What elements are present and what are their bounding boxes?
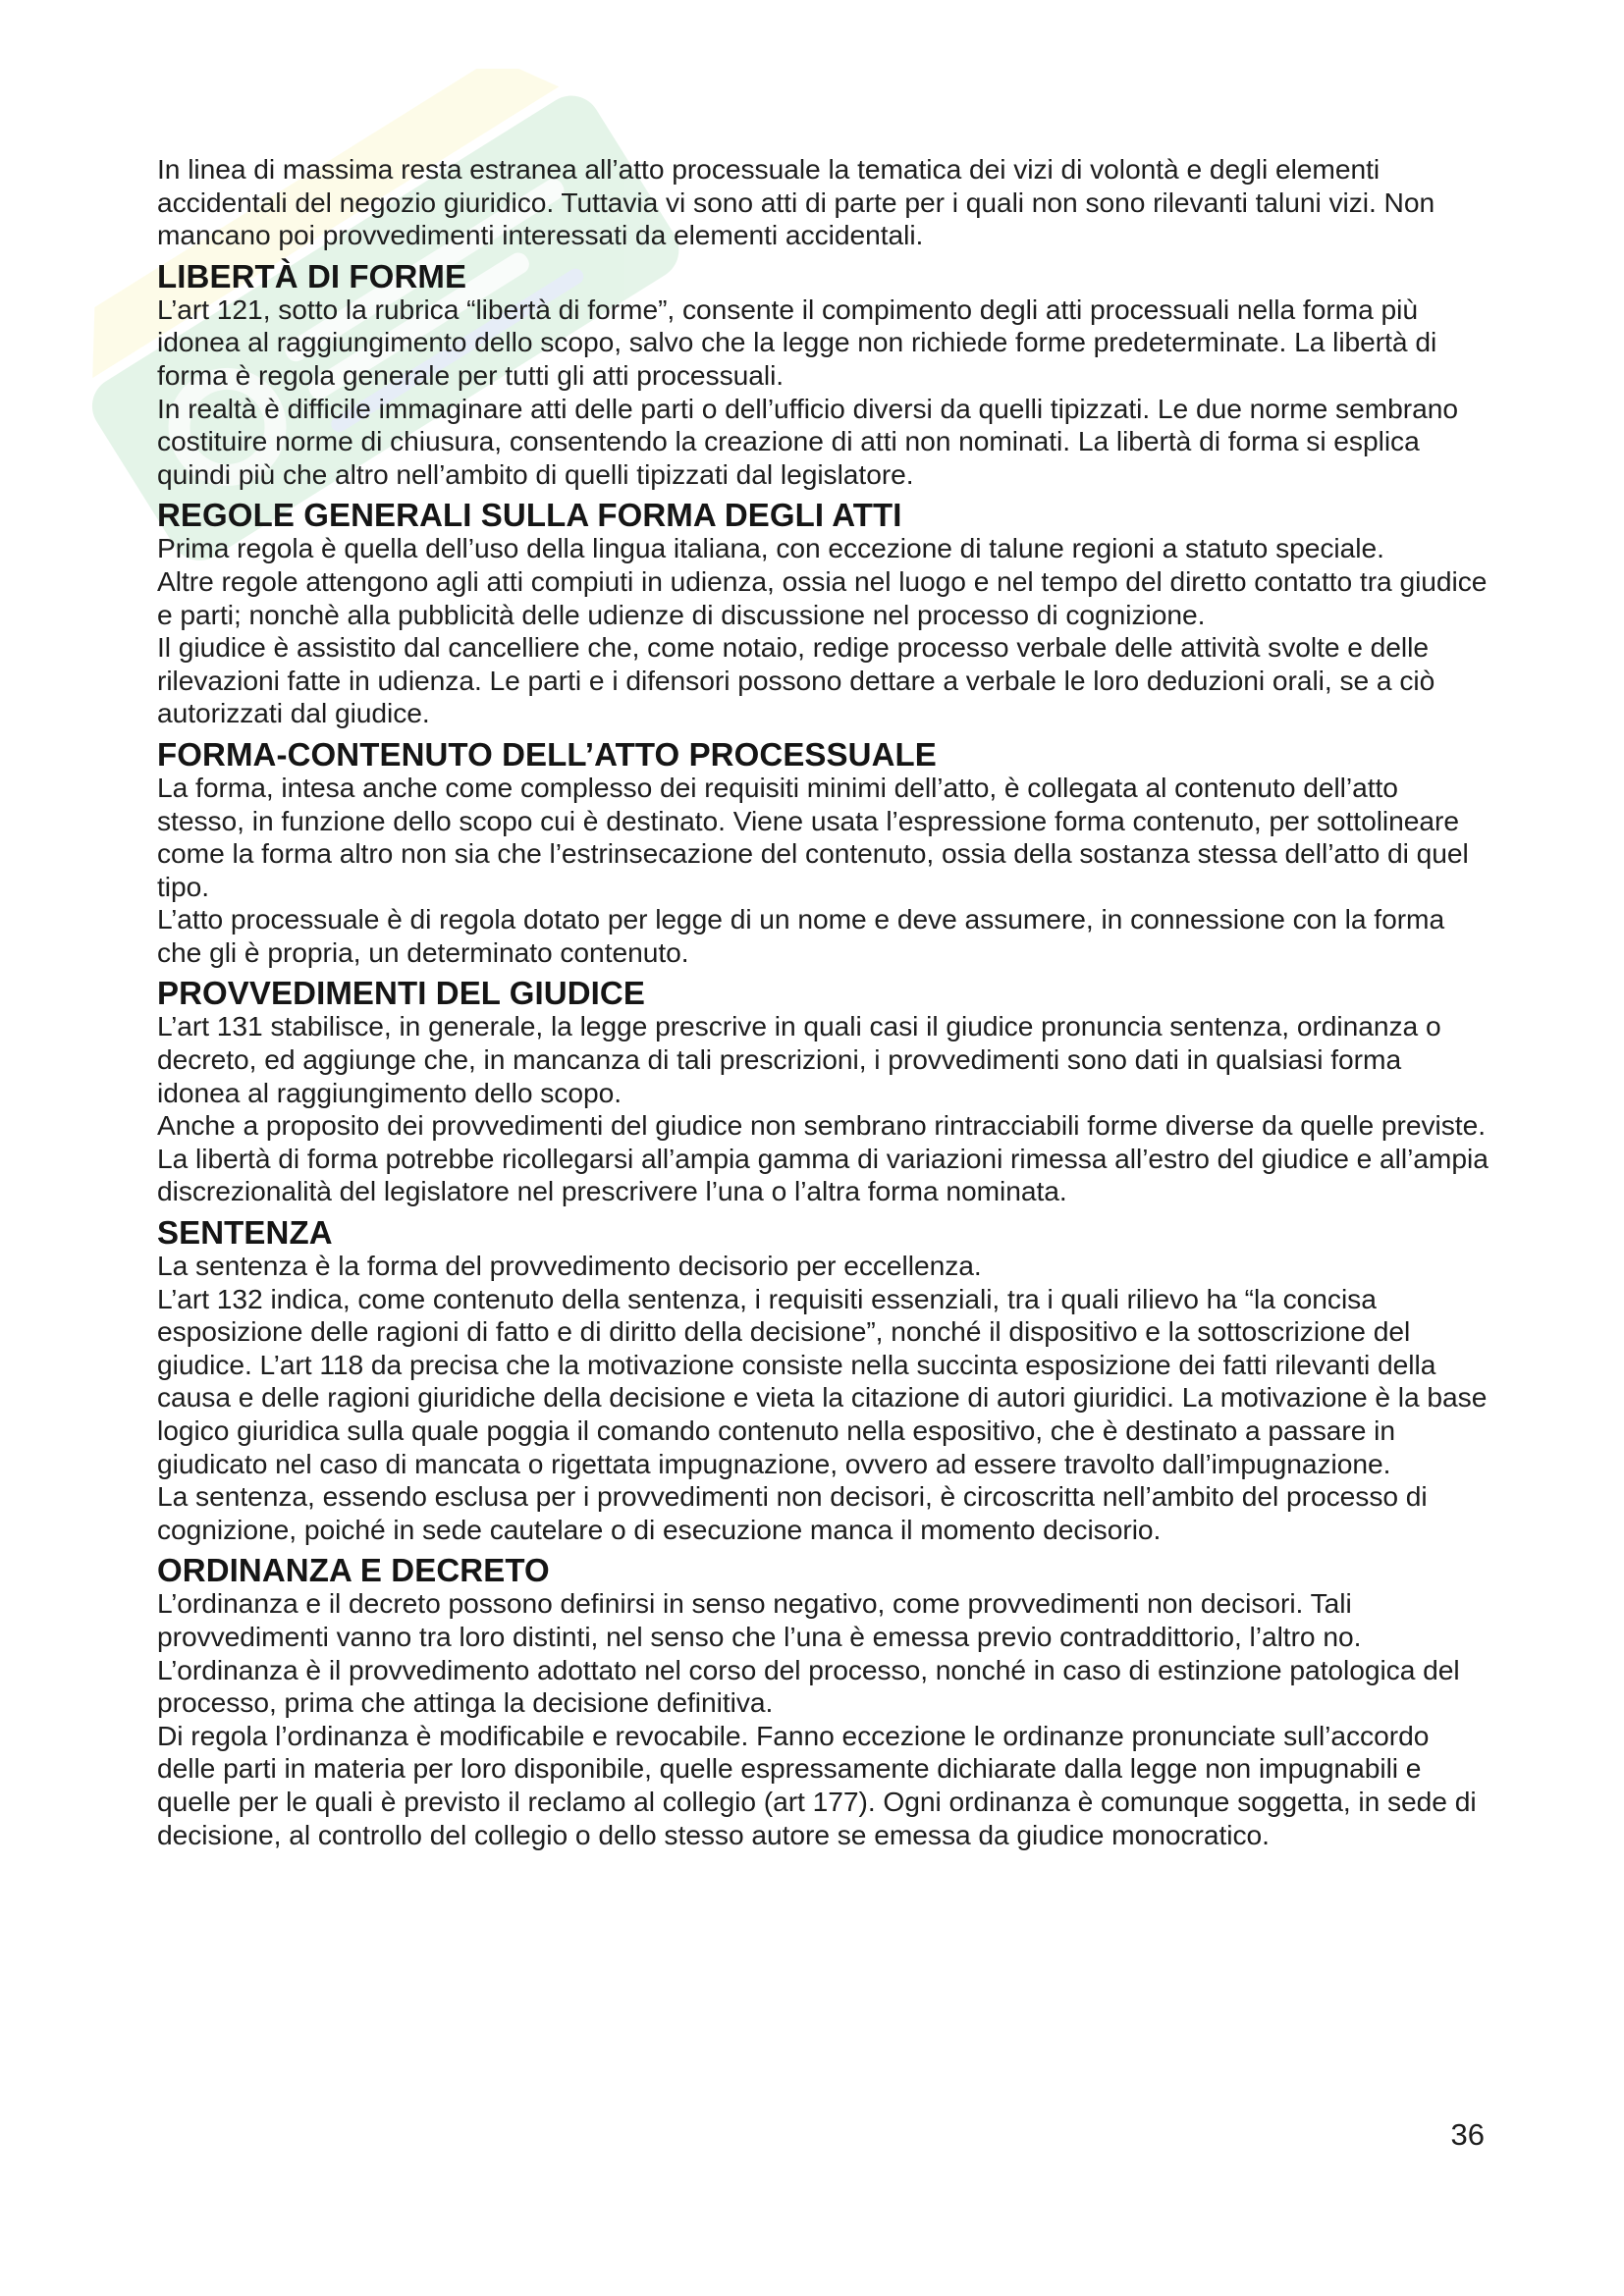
heading-liberta-di-forme: LIBERTÀ DI FORME [157,257,467,294]
paragraph: L’atto processuale è di regola dotato per legge di un nome e deve assumere, in connessione con la forma che gli è propria, un determinato contenuto. [157,903,1445,968]
paragraph: Anche a proposito dei provvedimenti del giudice non sembrano rintracciabili forme diverse da quelle previste. [157,1109,1486,1142]
paragraph: L’ordinanza è il provvedimento adottato nel corso del processo, nonché in caso di estinzione patologica del processo, prima che attinga la decisione definitiva. [157,1653,1460,1719]
paragraph: L’art 132 indica, come contenuto della sentenza, i requisiti essenziali, tra i quali rilievo ha “la concisa esposizione delle ragioni di fatto e di diritto della decisione”, nonché il dispositivo e la sottoscrizione del giudice. L’art 118 da precisa che la motivazione consiste nella succinta esposizione dei fatti rilevanti della causa e delle ragioni giuridiche della decisione e vieta la citazione di autori giuridici. La motivazione è la base logico giuridica sulla quale poggia il comando contenuto nella espositivo, che è destinato a passare in giudicato nel caso di mancata o rigettata impugnazione, ovvero ad essere travolto dall’impugnazione. [157,1282,1488,1479]
paragraph: Prima regola è quella dell’uso della lingua italiana, con eccezione di talune regioni a statuto speciale. [157,532,1384,564]
heading-regole-generali: REGOLE GENERALI SULLA FORMA DEGLI ATTI [157,497,902,534]
paragraph: Il giudice è assistito dal cancelliere che, come notaio, redige processo verbale delle attività svolte e delle rilevazioni fatte in udienza. Le parti e i difensori possono dettare a verbale le loro deduzioni orali, se a ciò autorizzati dal giudice. [157,631,1435,729]
paragraph: Di regola l’ordinanza è modificabile e revocabile. Fanno eccezione le ordinanze pronunciate sull’accordo delle parti in materia per loro disponibile, quelle espressamente dichiarate dalla legge non impugnabili e quelle per le quali è previsto il reclamo al collegio (art 177). Ogni ordinanza è comunque soggetta, in sede di decisione, al controllo del collegio o dello stesso autore se emessa da giudice monocratico. [157,1719,1477,1850]
paragraph: La forma, intesa anche come complesso dei requisiti minimi dell’atto, è collegata al contenuto dell’atto stesso, in funzione dello scopo cui è destinato. Viene usata l’espressione forma contenuto, per sottolineare come la forma altro non sia che l’estrinsecazione del contenuto, ossia della sostanza stessa dell’atto di quel tipo. [157,771,1469,902]
paragraph: L’art 121, sotto la rubrica “libertà di forme”, consente il compimento degli atti processuali nella forma più idonea al raggiungimento dello scopo, salvo che la legge non richiede forme predeterminate. La libertà di forma è regola generale per tutti gli atti processuali. [157,293,1437,391]
paragraph: In realtà è difficile immaginare atti delle parti o dell’ufficio diversi da quelli tipizzati. Le due norme sembrano costituire norme di chiusura, consentendo la creazione di atti non nominati. La libertà di forma si esplica quindi più che altro nell’ambito di quelli tipizzati dal legislatore. [157,392,1458,490]
paragraph: Altre regole attengono agli atti compiuti in udienza, ossia nel luogo e nel tempo del diretto contatto tra giudice e parti; nonchè alla pubblicità delle udienze di discussione nel processo di cognizione. [157,564,1488,630]
paragraph: La sentenza è la forma del provvedimento decisorio per eccellenza. [157,1250,982,1282]
document-body [157,153,1490,1851]
paragraph: L’ordinanza e il decreto possono definirsi in senso negativo, come provvedimenti non decisori. Tali provvedimenti vanno tra loro distinti, nel senso che l’una è emessa previo contraddittorio, l’altro no. [157,1587,1362,1652]
page-number: 36 [1450,2117,1485,2152]
paragraph: La sentenza, essendo esclusa per i provvedimenti non decisori, è circoscritta nell’ambito del processo di cognizione, poiché in sede cautelare o di esecuzione manca il momento decisorio. [157,1480,1428,1545]
paragraph: La libertà di forma potrebbe ricollegarsi all’ampia gamma di variazioni rimessa all’estro del giudice e all’ampia discrezionalità del legislatore nel prescrivere l’una o l’altra forma nominata. [157,1142,1489,1207]
heading-sentenza: SENTENZA [157,1214,333,1252]
intro-paragraph: In linea di massima resta estranea all’atto processuale la tematica dei vizi di volontà e degli elementi accidentali del negozio giuridico. Tuttavia vi sono atti di parte per i quali non sono rilevanti taluni vizi. Non mancano poi provvedimenti interessati da elementi accidentali. [157,153,1435,251]
heading-ordinanza-e-decreto: ORDINANZA E DECRETO [157,1552,550,1589]
heading-provvedimenti-del-giudice: PROVVEDIMENTI DEL GIUDICE [157,975,645,1012]
paragraph: L’art 131 stabilisce, in generale, la legge prescrive in quali casi il giudice pronuncia sentenza, ordinanza o decreto, ed aggiunge che, in mancanza di tali prescrizioni, i provvedimenti sono dati in qualsiasi forma idonea al raggiungimento dello scopo. [157,1010,1441,1108]
heading-forma-contenuto: FORMA-CONTENUTO DELL’ATTO PROCESSUALE [157,735,937,773]
